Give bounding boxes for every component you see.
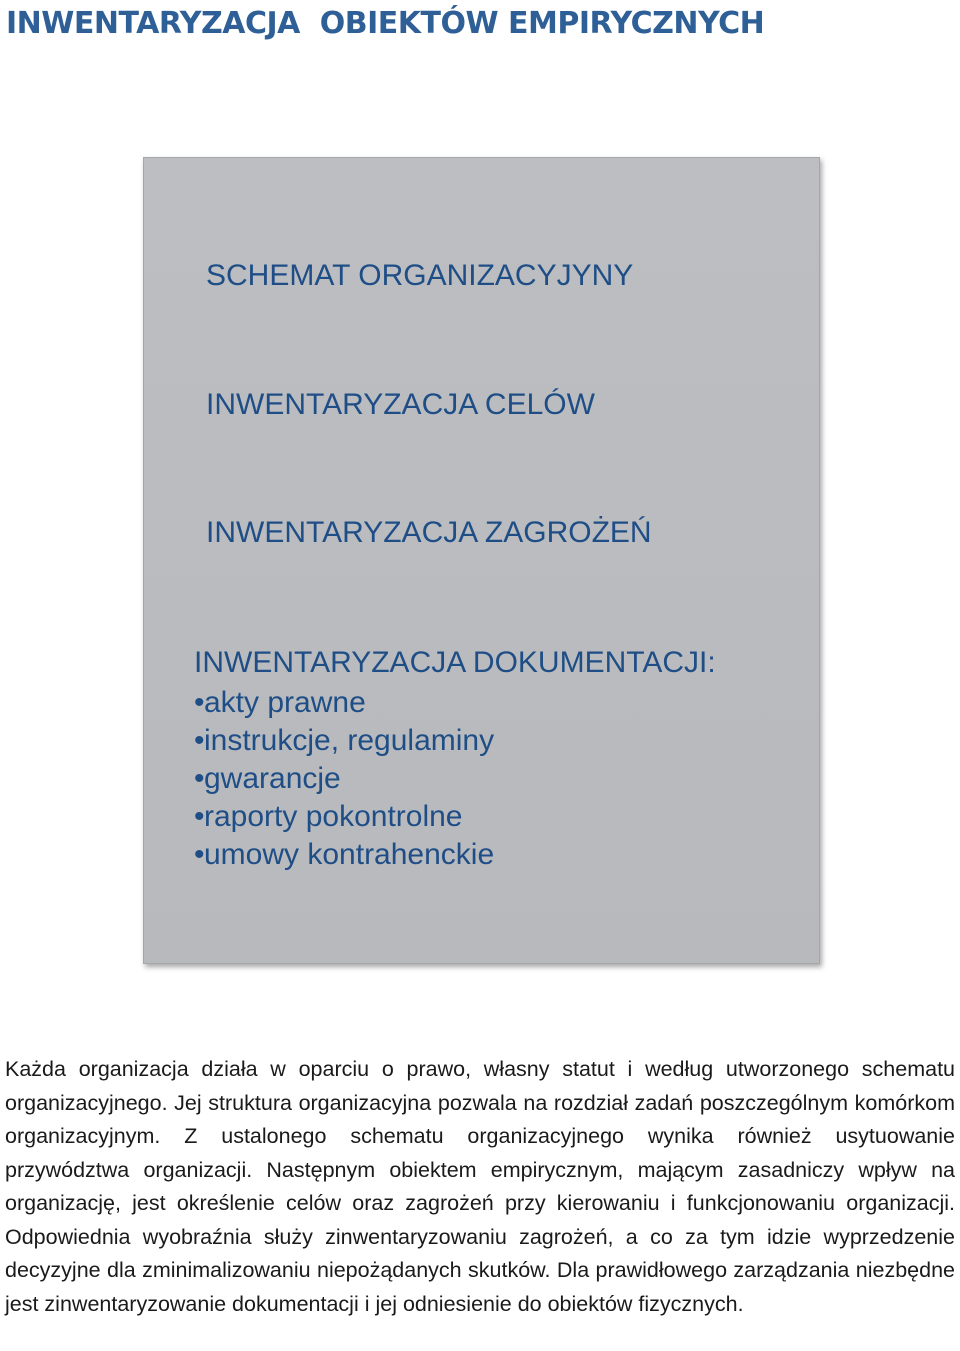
bullet-icon: •: [194, 724, 205, 757]
list-item: [194, 798, 494, 836]
panel-heading-dokumentacja: INWENTARYZACJA DOKUMENTACJI:: [194, 646, 716, 679]
page-title: INWENTARYZACJA OBIEKTÓW EMPIRYCZNYCH: [6, 6, 765, 41]
list-item: [194, 836, 494, 874]
panel-heading-zagrozenia: INWENTARYZACJA ZAGROŻEŃ: [206, 516, 652, 549]
bullet-icon: •: [194, 800, 205, 833]
panel-heading-cele: INWENTARYZACJA CELÓW: [206, 388, 595, 421]
bullet-icon: •: [194, 686, 205, 719]
list-item: [194, 684, 494, 722]
summary-panel: [143, 157, 820, 964]
list-item-label: raporty pokontrolne: [204, 800, 463, 833]
documentation-list: [194, 684, 494, 874]
list-item-label: akty prawne: [204, 686, 366, 719]
list-item-label: umowy kontrahenckie: [204, 838, 495, 871]
bullet-icon: •: [194, 838, 205, 871]
list-item: [194, 760, 494, 798]
panel-heading-schemat: SCHEMAT ORGANIZACYJYNY: [206, 259, 634, 292]
bullet-icon: •: [194, 762, 205, 795]
list-item-label: gwarancje: [204, 762, 341, 795]
list-item: [194, 722, 494, 760]
list-item-label: instrukcje, regulaminy: [204, 724, 495, 757]
body-paragraph: Każda organizacja działa w oparciu o prawo, własny statut i według utworzonego schematu organizacyjnego. Jej struktura organizacyjna pozwala na rozdział zadań poszczególnym komórkom organizacyjnym. Z ustalonego schematu organizacyjnego wynika również usytuowanie przywództwa organizacji. Następnym obiektem empirycznym, mającym zasadniczy wpływ na organizację, jest określenie celów oraz zagrożeń przy kierowaniu i funkcjonowaniu organizacji. Odpowiednia wyobraźnia służy zinwentaryzowaniu zagrożeń, a co za tym idzie wyprzedzenie decyzyjne dla zminimalizowaniu niepożądanych skutków. Dla prawidłowego zarządzania niezbędne jest zinwentaryzowanie dokumentacji i jej odniesienie do obiektów fizycznych.: [5, 1057, 955, 1316]
